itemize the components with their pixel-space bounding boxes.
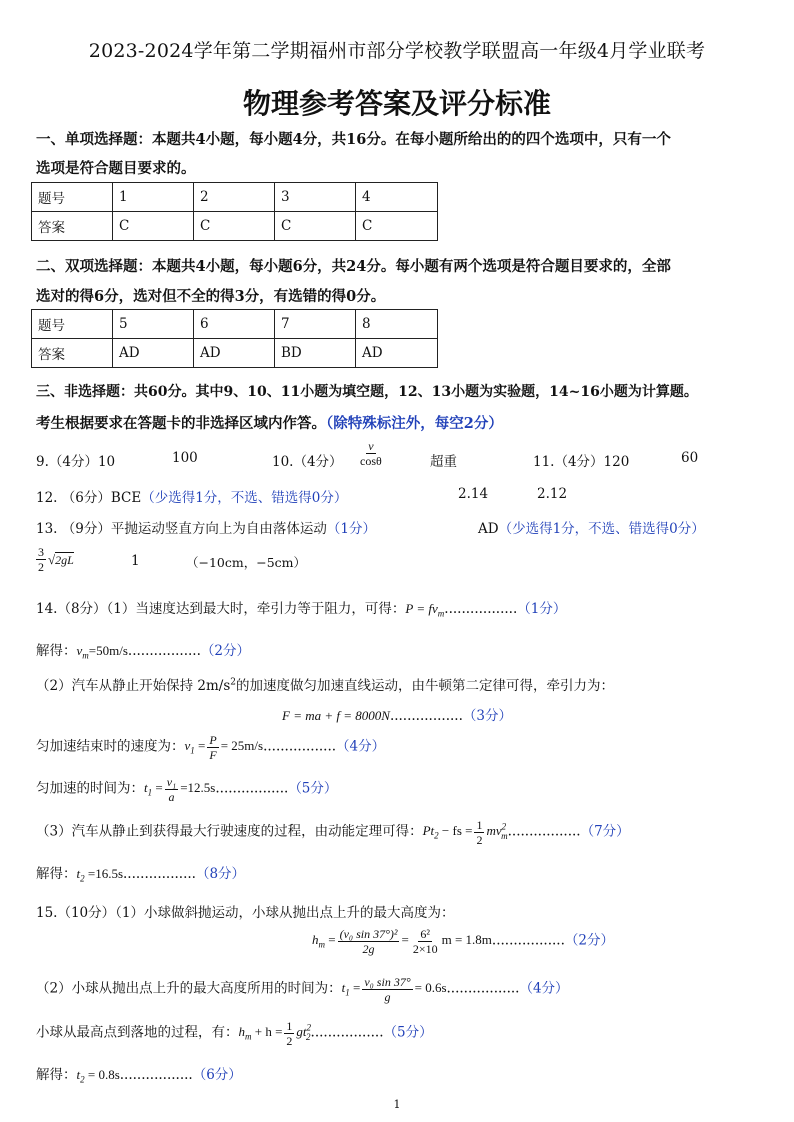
dotted-leader: ................. xyxy=(119,1067,193,1083)
q14-part4 xyxy=(36,776,337,803)
dotted-leader: ................. xyxy=(263,738,337,755)
section2-heading-cont: 选对的得6分，选对但不全的得3分，有选错的得0分。 xyxy=(36,288,386,305)
q14-solution2 xyxy=(36,862,245,884)
q15-score4: （6分） xyxy=(192,1067,242,1083)
section3-heading-text: 考生根据要求在答题卡的非选择区域内作答。 xyxy=(36,415,326,432)
question-number: 3 xyxy=(275,183,356,212)
dotted-leader: ................. xyxy=(507,823,581,840)
q14-eq5: $Pt_2$ − fs = $\frac{1}{2}$ $mv^2_m$ xyxy=(422,818,508,847)
q10-answer-2: 超重 xyxy=(430,454,457,470)
q13-answer-5: （−10cm，−5cm） xyxy=(186,555,307,570)
answer-cell: C xyxy=(275,212,356,241)
q14-score4: （4分） xyxy=(336,738,386,755)
answer-cell: AD xyxy=(113,339,194,368)
q15-eq1: $h_m$ = $\frac{\text{(v₀ sin 37°)²}}{2g}$ = $\frac{\text{6²}}{2\times 10}$ m = 1.8m xyxy=(312,927,492,956)
q10-frac-num: v xyxy=(368,439,374,453)
solution-label: 解得： xyxy=(36,866,77,882)
q15-eq3: $h_m + h$ = $\frac{1}{2}$ $gt^2_2$ xyxy=(238,1019,312,1048)
q12-answer-2: 2.14 xyxy=(458,486,489,502)
row-label: 答案 xyxy=(32,212,113,241)
q12-label: 12. （6分）BCE xyxy=(36,490,142,506)
q13-answer-2 xyxy=(478,517,705,537)
q12-answer-3: 2.12 xyxy=(537,486,568,502)
question-number: 1 xyxy=(113,183,194,212)
question-number: 5 xyxy=(113,310,194,339)
q11-answer-2: 60 xyxy=(681,450,699,466)
q9-answer-2: 100 xyxy=(172,450,198,466)
q14-eq3: $v_1$ = $\frac{P}{F}$ = 25m/s xyxy=(184,733,264,762)
answer-cell: C xyxy=(113,212,194,241)
q14-part1-text: 14.（8分）（1）当速度达到最大时，牵引力等于阻力，可得： xyxy=(36,601,406,617)
q13-answer-3 xyxy=(34,546,74,573)
table-row xyxy=(32,339,438,368)
q13-score: （1分） xyxy=(326,521,376,537)
table-row xyxy=(32,183,438,212)
q13-answer-4: 1 xyxy=(131,553,140,569)
dotted-leader: ................. xyxy=(127,643,201,659)
q11-answer: 11.（4分）120 xyxy=(533,454,630,470)
q10-fraction xyxy=(356,440,386,467)
section3-heading-note: （除特殊标注外，每空2分） xyxy=(326,415,503,432)
q15-solution xyxy=(36,1063,242,1085)
q14-score1: （1分） xyxy=(517,601,567,617)
q14-score5: （5分） xyxy=(288,780,338,797)
question-number: 7 xyxy=(275,310,356,339)
section3-heading: 三、非选择题：共60分。其中9、10、11小题为填空题，12、13小题为实验题，14~16小题为计算题。 xyxy=(36,384,698,400)
answer-cell: AD xyxy=(194,339,275,368)
dotted-leader: ................. xyxy=(310,1024,384,1041)
q14-eq1: $P = fv_m$ xyxy=(405,601,445,619)
q14-part2-text-b: 的加速度做匀加速直线运动，由牛顿第二定律可得，牵引力为： xyxy=(235,678,614,694)
q15-sol-eq: $t_2 = 0.8s$ xyxy=(76,1067,120,1085)
q14-part3-text: 匀加速结束时的速度为： xyxy=(36,738,185,755)
q14-eq4: $t_1$ = $\frac{\text{v₁}}{a}$ =12.5s xyxy=(144,775,216,804)
dotted-leader: ................. xyxy=(215,780,289,797)
doc-title: 物理参考答案及评分标准 xyxy=(242,87,551,120)
section1-heading: 一、单项选择题：本题共4小题，每小题4分，共16分。在每小题所给出的的四个选项中，只有一个 xyxy=(36,131,671,148)
q14-sol1-eq: $v_m=50m/s$ xyxy=(76,643,128,661)
page-number: 1 xyxy=(393,1098,401,1111)
question-number: 4 xyxy=(356,183,438,212)
table-row xyxy=(32,212,438,241)
q12-note: （少选得1分，不选、错选得0分） xyxy=(141,490,348,506)
q15-part3 xyxy=(36,1020,433,1047)
q14-solution1 xyxy=(36,639,250,661)
question-number: 6 xyxy=(194,310,275,339)
q9-answer: 9.（4分）10 xyxy=(36,454,116,470)
q13-note: （少选得1分，不选、错选得0分） xyxy=(498,521,705,537)
q14-part5-text: （3）汽车从静止到获得最大行驶速度的过程，由动能定理可得： xyxy=(36,823,423,840)
q15-part1: 15.（10分）（1）小球做斜抛运动，小球从抛出点上升的最大高度为： xyxy=(36,905,455,921)
q15-eq2: $t_1$ = $\frac{\text{v₀ sin 37°}}{g}$ = 0.6s xyxy=(341,975,447,1004)
q15-eq1-line xyxy=(312,928,614,955)
q14-part1 xyxy=(36,597,566,619)
question-number: 8 xyxy=(356,310,438,339)
section2-heading: 二、双项选择题：本题共4小题，每小题6分，共24分。每小题有两个选项是符合题目要求的，全部 xyxy=(36,258,671,275)
section1-heading-cont: 选项是符合题目要求的。 xyxy=(36,160,196,177)
exam-title: 2023-2024学年第二学期福州市部分学校教学联盟高一年级4月学业联考 xyxy=(88,40,706,62)
q13-frac-den: 2 xyxy=(38,560,44,574)
q14-sol2-eq: $t_2 =16.5s$ xyxy=(76,866,124,884)
q12-answer xyxy=(36,486,347,506)
q13-radicand: 2gL xyxy=(55,553,74,567)
section1-answer-table xyxy=(31,182,438,241)
dotted-leader: ................. xyxy=(491,932,565,949)
section3-heading-cont xyxy=(36,412,503,433)
sqrt-icon: √ xyxy=(48,552,56,567)
row-label: 题号 xyxy=(32,310,113,339)
q15-score3: （5分） xyxy=(383,1024,433,1041)
question-number: 2 xyxy=(194,183,275,212)
answer-cell: C xyxy=(356,212,438,241)
q14-eq2-line xyxy=(282,704,512,724)
q15-part2 xyxy=(36,976,569,1003)
dotted-leader: ................. xyxy=(446,980,520,997)
q14-part2 xyxy=(36,674,614,694)
answer-cell: BD xyxy=(275,339,356,368)
dotted-leader: ................. xyxy=(389,708,463,724)
row-label: 题号 xyxy=(32,183,113,212)
dotted-leader: ................. xyxy=(444,601,518,617)
dotted-leader: ................. xyxy=(123,866,196,882)
q14-part4-text: 匀加速的时间为： xyxy=(36,780,144,797)
q13-line1 xyxy=(36,517,376,537)
q14-part3 xyxy=(36,734,385,761)
q13-frac-num: 3 xyxy=(38,545,44,559)
q14-part2-sup: 2 xyxy=(230,677,236,688)
q15-score2: （4分） xyxy=(519,980,569,997)
q15-part3-text: 小球从最高点到落地的过程，有： xyxy=(36,1024,239,1041)
q10-label: 10.（4分） xyxy=(272,454,343,470)
q14-score6: （7分） xyxy=(580,823,630,840)
row-label: 答案 xyxy=(32,339,113,368)
q14-part2-text: （2）汽车从静止开始保持 2m/s xyxy=(36,678,231,694)
q15-part2-text: （2）小球从抛出点上升的最大高度所用的时间为： xyxy=(36,980,342,997)
q15-score1: （2分） xyxy=(564,932,614,949)
section2-answer-table xyxy=(31,309,438,368)
q13-ans2: AD xyxy=(478,521,499,537)
table-row xyxy=(32,310,438,339)
solution-label: 解得： xyxy=(36,1067,77,1083)
solution-label: 解得： xyxy=(36,643,77,659)
q10-frac-den: cosθ xyxy=(360,454,382,468)
answer-cell: C xyxy=(194,212,275,241)
q13-label: 13. （9分）平抛运动竖直方向上为自由落体运动 xyxy=(36,521,327,537)
q14-score3: （3分） xyxy=(462,708,512,724)
q14-part5 xyxy=(36,819,630,846)
q14-score2: （2分） xyxy=(200,643,250,659)
answer-cell: AD xyxy=(356,339,438,368)
q14-eq2: F = ma + f = 8000N xyxy=(282,708,390,723)
q14-score7: （8分） xyxy=(195,866,246,882)
